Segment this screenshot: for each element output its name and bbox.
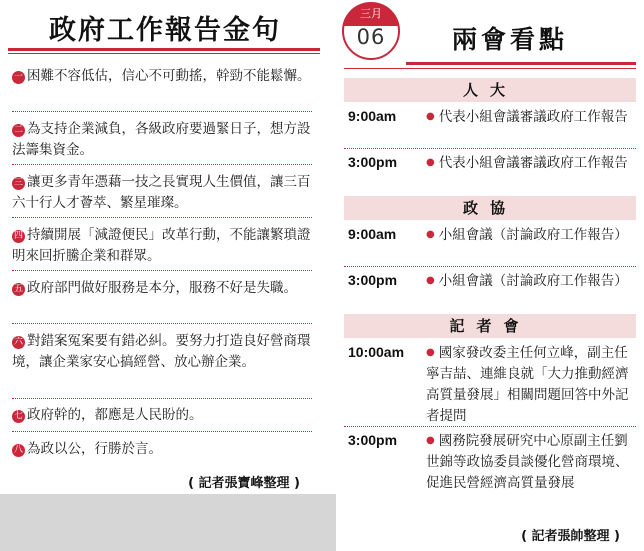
entry-description [426, 106, 631, 128]
quote-text: 對錯案冤案要有錯必糾。要努力打造良好營商環境，讓企業家安心搞經營、放心辦企業。 [12, 333, 311, 370]
entry-time: 9:00am [348, 108, 397, 124]
title-rule-thin [344, 68, 636, 69]
entry-time: 3:00pm [348, 432, 398, 448]
quote-text: 為政以公，行勝於言。 [27, 441, 162, 457]
entry-text: 代表小組會議審議政府工作報告 [438, 109, 628, 125]
entry-text: 小組會議（討論政府工作報告） [438, 273, 628, 289]
entry-time: 10:00am [348, 344, 405, 360]
schedule-entry [348, 430, 636, 516]
entry-time: 3:00pm [348, 154, 398, 170]
schedule-entry [348, 152, 636, 196]
divider [344, 266, 636, 267]
date-day: 06 [356, 25, 386, 49]
schedule-title: 兩會看點 [452, 25, 569, 54]
title-rule [406, 62, 636, 65]
section-heading-cppcc: 政協 [344, 196, 636, 220]
bullet-icon: ● [426, 111, 435, 122]
date-badge [342, 2, 400, 60]
quote-number-badge: 三 [13, 178, 23, 188]
schedule-entry [348, 270, 636, 314]
quote-number-badge: 四 [13, 231, 23, 241]
quote-item [12, 439, 312, 460]
bullet-icon: ● [426, 347, 435, 358]
reporter-credit: ( 記者張帥整理 ) [521, 529, 620, 544]
schedule-panel [336, 0, 644, 551]
divider [12, 111, 312, 112]
entry-text: 代表小組會議審議政府工作報告 [438, 155, 628, 171]
quote-item [12, 278, 312, 299]
section-heading-press: 記者會 [344, 314, 636, 338]
quote-text: 讓更多青年憑藉一技之長實現人生價值，讓三百六十行人才薈萃、繁星璀璨。 [12, 174, 311, 211]
entry-description [426, 430, 631, 494]
quote-number-badge: 六 [13, 337, 23, 347]
schedule-entry [348, 342, 636, 428]
quote-item [12, 66, 312, 87]
entry-description [426, 224, 631, 246]
quotes-title: 政府工作報告金句 [49, 15, 281, 46]
divider [12, 270, 312, 271]
quote-number-badge: 二 [13, 125, 23, 135]
title-rule [8, 48, 320, 51]
quote-item [12, 119, 312, 161]
date-month: 三月 [344, 4, 398, 26]
divider [12, 431, 312, 432]
quote-text: 政府部門做好服務是本分，服務不好是失職。 [27, 280, 297, 296]
footer-grey-block [0, 494, 336, 551]
divider [12, 323, 312, 324]
reporter-credit: ( 記者張寶峰整理 ) [188, 476, 300, 491]
quote-text: 持續開展「減證便民」改革行動，不能讓繁瑣證明來回折騰企業和群眾。 [12, 227, 311, 264]
schedule-entry [348, 224, 636, 268]
divider [344, 426, 636, 427]
quote-number-badge: 一 [13, 72, 23, 82]
quote-item [12, 172, 312, 214]
quote-text: 政府幹的，都應是人民盼的。 [27, 407, 203, 423]
entry-time: 3:00pm [348, 272, 398, 288]
quote-text: 困難不容低估，信心不可動搖，幹勁不能鬆懈。 [27, 68, 311, 84]
entry-description [426, 342, 631, 427]
entry-text: 國務院發展研究中心原副主任劉世錦等政協委員談優化營商環境、促進民營經濟高質量發展 [426, 433, 629, 491]
divider [12, 217, 312, 218]
bullet-icon: ● [426, 229, 435, 240]
divider [12, 164, 312, 165]
bullet-icon: ● [426, 275, 435, 286]
bullet-icon: ● [426, 157, 435, 168]
entry-text: 小組會議（討論政府工作報告） [438, 227, 628, 243]
divider [344, 148, 636, 149]
divider [12, 398, 312, 399]
schedule-entry [348, 106, 636, 150]
title-rule-thin [8, 53, 320, 54]
quote-number-badge: 八 [13, 445, 23, 455]
section-heading-npc: 人大 [344, 78, 636, 102]
entry-time: 9:00am [348, 226, 397, 242]
entry-text: 國家發改委主任何立峰，副主任寧吉喆、連維良就「大力推動經濟高質量發展」相關問題回答中外記者提問 [426, 345, 629, 424]
quote-number-badge: 七 [13, 411, 23, 421]
quote-item [12, 331, 312, 373]
entry-description [426, 152, 631, 174]
bullet-icon: ● [426, 435, 435, 446]
quote-text: 為支持企業減負，各級政府要過緊日子，想方設法籌集資金。 [12, 121, 311, 158]
quote-item [12, 225, 312, 267]
entry-description [426, 270, 631, 292]
quote-item [12, 405, 312, 426]
quote-number-badge: 五 [13, 284, 23, 294]
